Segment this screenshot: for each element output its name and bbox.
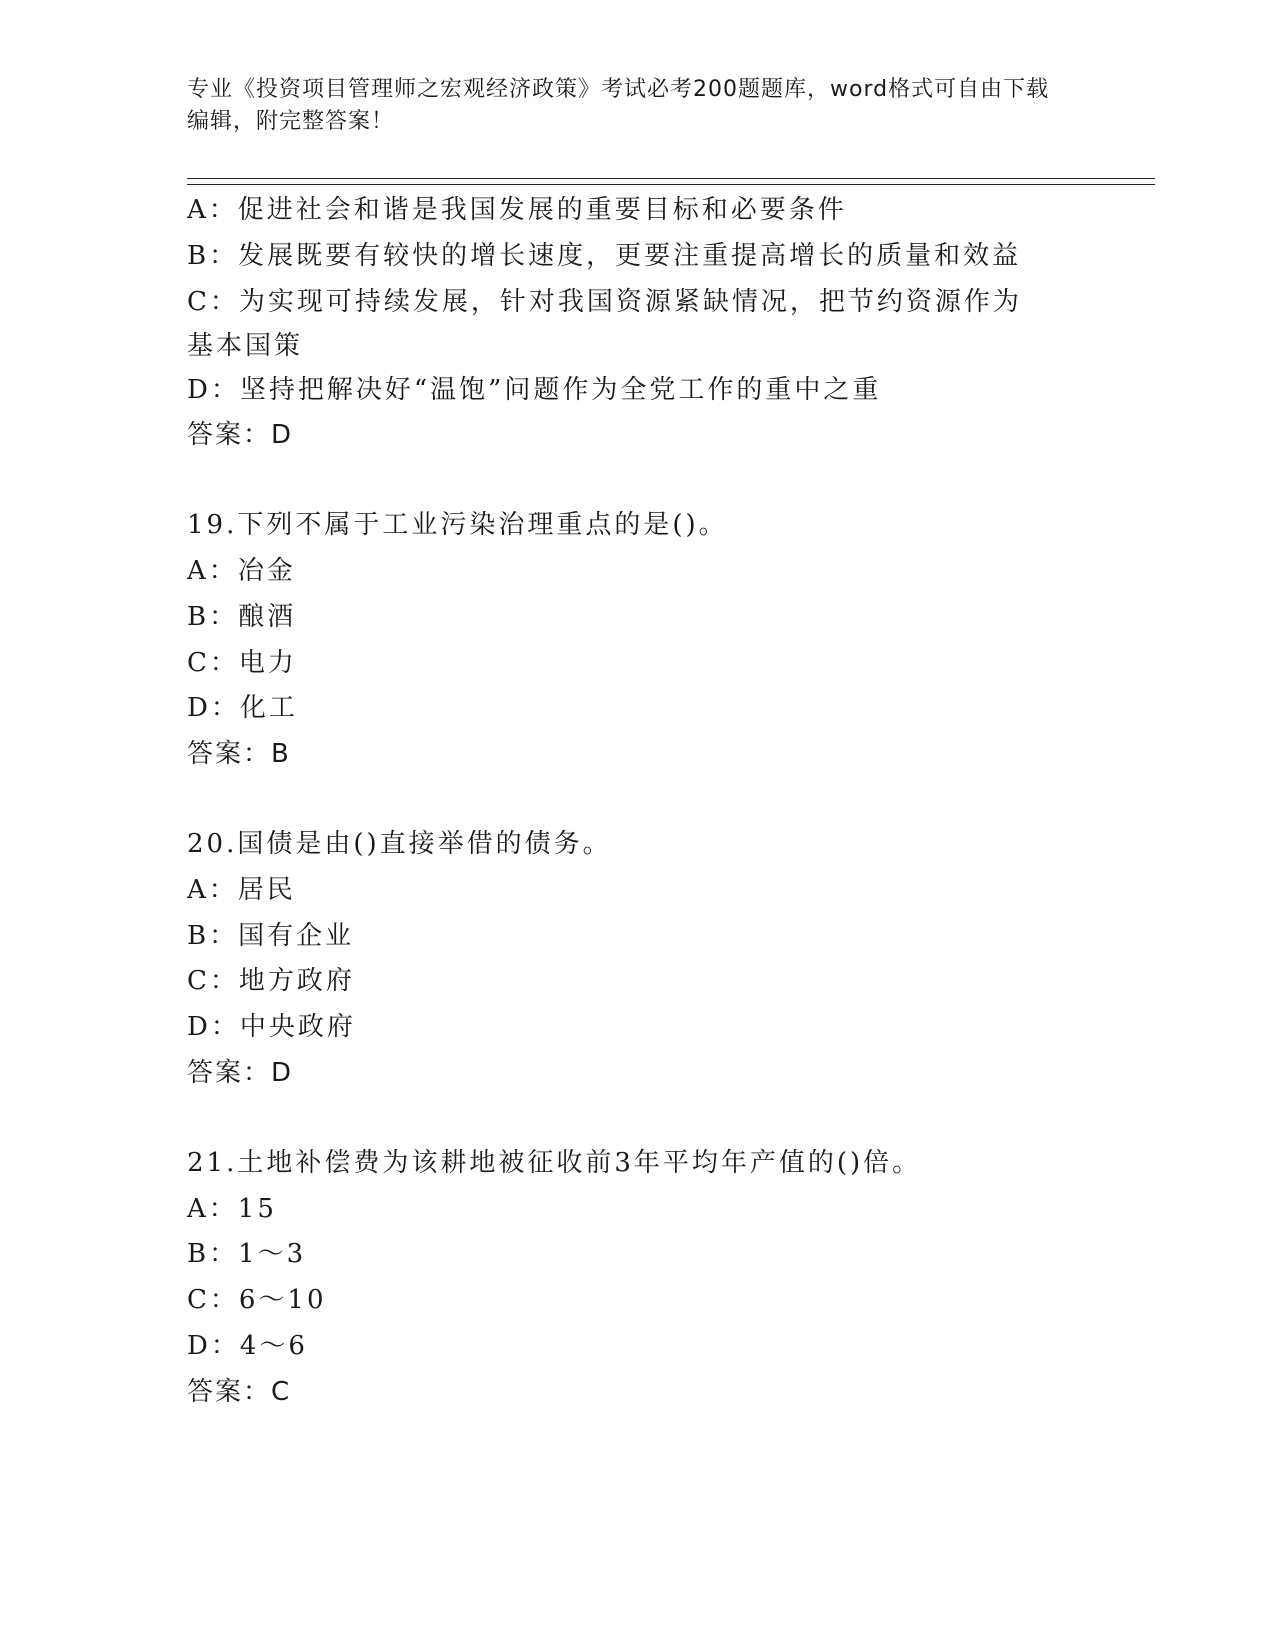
- option-c: C：为实现可持续发展，针对我国资源紧缺情况，把节约资源作为基本国策: [187, 286, 1022, 361]
- answer-label: 答案：D: [187, 1057, 294, 1088]
- option-a: A：促进社会和谐是我国发展的重要目标和必要条件: [187, 195, 847, 225]
- spacer: [187, 1097, 1087, 1141]
- option-d: D：坚持把解决好“温饱”问题作为全党工作的重中之重: [187, 374, 882, 405]
- option-c: C：电力: [187, 647, 297, 678]
- document-header: 专业《投资项目管理师之宏观经济政策》考试必考200题题库，word格式可自由下载编辑，附完整答案！: [187, 77, 1050, 134]
- option-a: A：冶金: [187, 555, 296, 586]
- answer-label: 答案：C: [187, 1376, 292, 1407]
- option-c: C：地方政府: [187, 966, 355, 997]
- option-c: C：6～10: [187, 1285, 327, 1316]
- option-b: B：发展既要有较快的增长速度，更要注重提高增长的质量和效益: [187, 240, 1022, 271]
- option-d: D：中央政府: [187, 1012, 356, 1043]
- question-stem: 20.国债是由()直接举借的债务。: [187, 828, 612, 859]
- option-a: A：15: [187, 1193, 277, 1224]
- answer-label: 答案：B: [187, 739, 291, 770]
- question-content: [187, 188, 1087, 1416]
- question-block: [187, 1141, 1087, 1416]
- option-d: D：4～6: [187, 1330, 308, 1361]
- question-block: [187, 822, 1087, 1097]
- option-b: B：酿酒: [187, 601, 297, 632]
- question-stem: 21.土地补偿费为该耕地被征收前3年平均年产值的()倍。: [187, 1147, 922, 1178]
- header-divider-bottom: [187, 184, 1155, 185]
- question-block: [187, 503, 1087, 778]
- spacer: [187, 778, 1087, 822]
- option-b: B：1～3: [187, 1239, 307, 1270]
- answer-label: 答案：D: [187, 420, 294, 451]
- option-d: D：化工: [187, 693, 298, 724]
- question-block-prev: [187, 188, 1087, 459]
- spacer: [187, 459, 1087, 503]
- option-b: B：国有企业: [187, 920, 355, 951]
- question-stem: 19.下列不属于工业污染治理重点的是()。: [187, 510, 728, 541]
- header-divider-top: [187, 178, 1155, 179]
- option-a: A：居民: [187, 874, 296, 905]
